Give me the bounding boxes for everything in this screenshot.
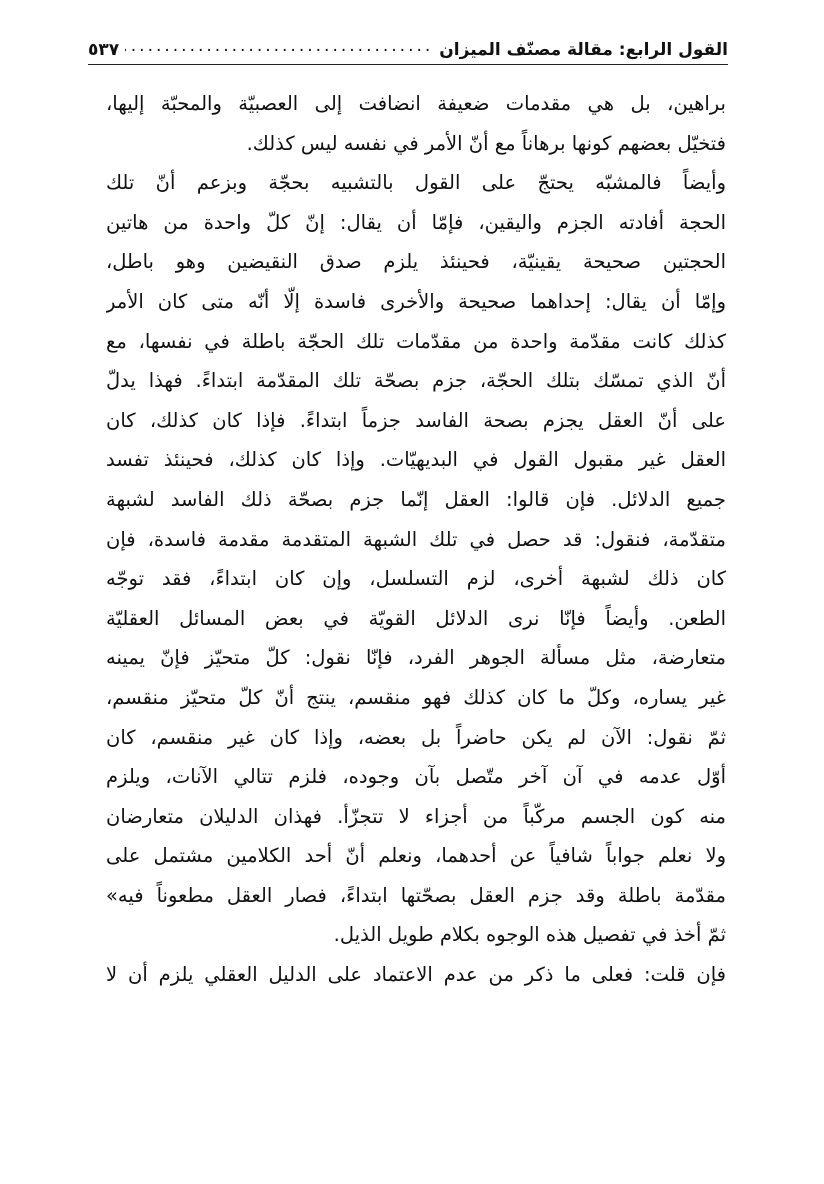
text-line: ولا نعلم جواباً شافياً عن أحدهما، ونعلم أنّ أحد الكلامين مشتمل على — [106, 844, 726, 868]
text-line: وإمّا أن يقال: إحداهما صحيحة والأخرى فاسدة إلّا أنّه متى كان الأمر — [106, 289, 726, 313]
text-line: الحجة أفادته الجزم واليقين، فإمّا أن يقال: إنّ كلّ واحدة من هاتين — [106, 210, 726, 234]
text-line: متعارضة، مثل مسألة الجوهر الفرد، فإنّا نقول: كلّ متحيّز فإنّ يمينه — [106, 646, 726, 670]
text-line: متقدّمة، فنقول: قد حصل في تلك الشبهة المتقدمة مقدمة فاسدة، فإن — [106, 527, 726, 551]
text-line: منه كون الجسم مركّباً من أجزاء لا تتجزّأ. فهذان الدليلان متعارضان — [106, 804, 726, 828]
header-rule — [88, 64, 728, 65]
running-header — [88, 30, 728, 60]
text-line: غير يساره، وكلّ ما كان كذلك فهو منقسم، ينتج أنّ كلّ متحيّز منقسم، — [106, 685, 726, 709]
body-text — [106, 84, 726, 995]
text-line: ثمّ أخذ في تفصيل هذه الوجوه بكلام طويل الذيل. — [333, 923, 726, 947]
chapter-title: القول الرابع: مقالة مصنّف الميزان — [439, 40, 728, 60]
text-line: العقل غير مقبول القول في البديهيّات. وإذا كان كذلك، فحينئذ تفسد — [106, 448, 726, 472]
leader-dots — [125, 36, 433, 56]
text-line: فتخيّل بعضهم كونها برهاناً مع أنّ الأمر في نفسه ليس كذلك. — [246, 131, 726, 155]
text-line: جميع الدلائل. فإن قالوا: العقل إنّما جزم بصحّة ذلك الفاسد لشبهة — [106, 487, 726, 511]
text-line: فإن قلت: فعلى ما ذكر من عدم الاعتماد على الدليل العقلي يلزم أن لا — [106, 963, 726, 987]
text-line: ثمّ نقول: الآن لم يكن حاضراً بل بعضه، وإذا كان غير منقسم، كان — [106, 725, 726, 749]
text-line: أوّل عدمه في آن آخر متّصل بآن وجوده، فلزم تتالي الآنات، ويلزم — [106, 765, 726, 789]
page-number: ٥٣٧ — [88, 40, 120, 60]
text-line: الحجتين صحيحة يقينيّة، فحينئذ يلزم صدق النقيضين وهو باطل، — [106, 250, 726, 274]
text-line: مقدّمة باطلة وقد جزم العقل بصحّتها ابتداءً، فصار العقل مطعوناً فيه» — [106, 883, 726, 907]
text-line: كذلك كانت مقدّمة واحدة من مقدّمات تلك الحجّة باطلة في نفسها، مع — [106, 329, 726, 353]
text-line: كان ذلك لشبهة أخرى، لزم التسلسل، وإن كان ابتداءً، فقد توجّه — [106, 567, 726, 591]
text-line: براهين، بل هي مقدمات ضعيفة انضافت إلى العصبيّة والمحبّة إليها، — [106, 92, 726, 115]
text-line: وأيضاً فالمشبّه يحتجّ على القول بالتشبيه بحجّة وبزعم أنّ تلك — [106, 171, 726, 195]
text-line: أنّ الذي تمسّك بتلك الحجّة، جزم بصحّة تلك المقدّمة ابتداءً. فهذا يدلّ — [106, 369, 726, 393]
text-line: على أنّ العقل يجزم بصحة الفاسد جزماً ابتداءً. فإذا كان كذلك، كان — [106, 408, 726, 432]
text-line: الطعن. وأيضاً فإنّا نرى الدلائل القويّة في بعض المسائل العقليّة — [106, 606, 726, 630]
